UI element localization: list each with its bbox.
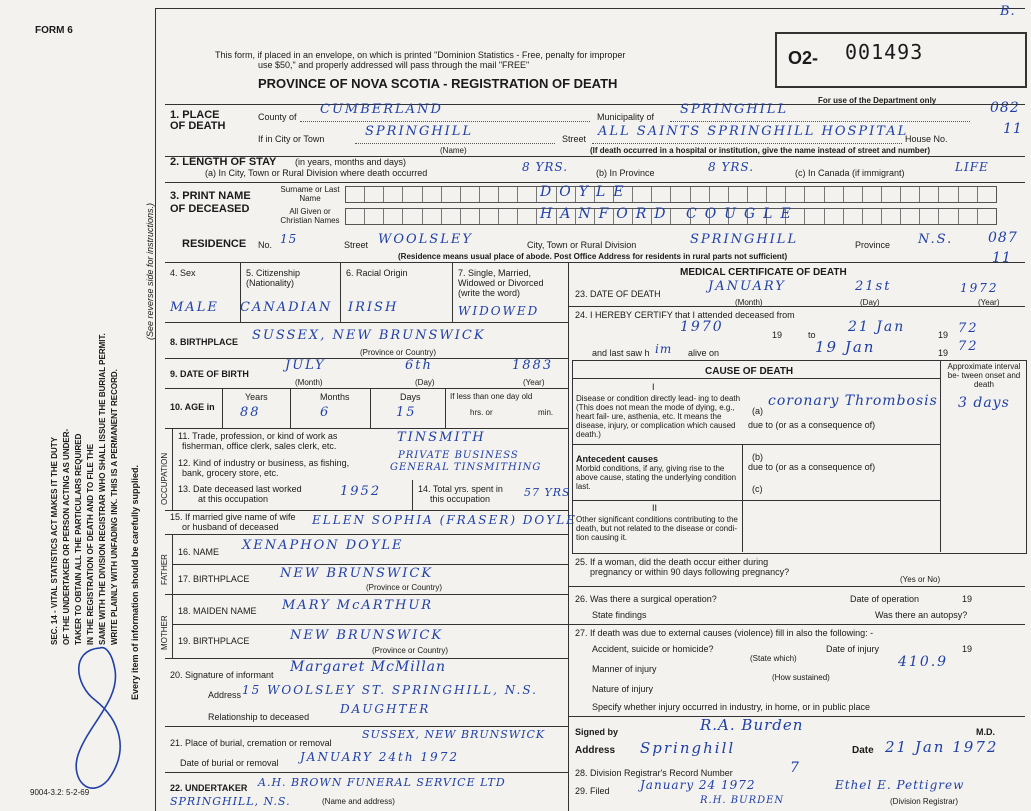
death-day: 21st <box>855 279 892 294</box>
age-days: 15 <box>396 405 417 420</box>
residence-city: SPRINGHILL <box>690 232 799 247</box>
total-years-value: 57 YRS <box>524 486 571 499</box>
sex-value: MALE <box>170 300 219 315</box>
birthplace-value: SUSSEX, NEW BRUNSWICK <box>252 328 486 343</box>
registrar-print-name: R.H. BURDEN <box>700 795 785 806</box>
stay-city-value: 8 YRS. <box>522 160 569 174</box>
undertaker-address: SPRINGHILL, N.S. <box>170 795 291 808</box>
mother-maiden-name: MARY McARTHUR <box>282 598 434 613</box>
manner-code: 410.9 <box>898 654 949 670</box>
hospital-value: ALL SAINTS SPRINGHILL HOSPITAL <box>598 124 909 139</box>
death-year: 1972 <box>960 281 999 295</box>
stay-province-value: 8 YRS. <box>708 160 755 174</box>
medical-title: MEDICAL CERTIFICATE OF DEATH <box>680 267 847 278</box>
burial-date: JANUARY 24th 1972 <box>300 750 459 764</box>
cause-a-value: coronary Thrombosis <box>768 393 938 409</box>
record-number: 7 <box>790 760 801 776</box>
dept-code-3: 087 <box>988 230 1018 246</box>
registrar-signature: Ethel E. Pettigrew <box>835 778 965 792</box>
attended-to-year: 72 <box>958 321 979 336</box>
dob-year: 1883 <box>512 358 554 373</box>
form-left-border <box>155 8 156 811</box>
place-label: 1. PLACE OF DEATH <box>170 109 226 132</box>
residence-street: WOOLSLEY <box>378 232 473 247</box>
dept-code-1: 082 <box>990 100 1020 116</box>
name-label: 3. PRINT NAME OF DECEASED <box>170 190 251 215</box>
given-name-value: HANFORD COUGLE <box>540 206 799 222</box>
last-seen-year: 72 <box>958 339 979 354</box>
reg-prefix: O2- <box>788 48 819 68</box>
residence-label: RESIDENCE <box>182 238 247 250</box>
age-years: 88 <box>240 405 261 420</box>
side-text-6: WRITE PLAINLY WITH UNFADING INK. THIS IS A PERMANENT RECORD. <box>110 369 119 645</box>
stay-label: 2. LENGTH OF STAY <box>170 156 277 168</box>
form-label: FORM 6 <box>35 25 73 36</box>
marital-value: WIDOWED <box>458 304 540 318</box>
cause-a-interval: 3 days <box>958 395 1010 411</box>
racial-value: IRISH <box>348 300 399 315</box>
side-text-5: SAME WITH THE DIVISION REGISTRAR WHO SHALL ISSUE THE BURIAL PERMIT. <box>98 333 107 645</box>
dob-day: 6th <box>405 358 433 373</box>
father-birthplace: NEW BRUNSWICK <box>280 566 434 581</box>
corner-mark: B. <box>1000 4 1016 19</box>
side-text-4: IN THE REGISTRATION OF DEATH AND TO FILE THE <box>86 443 95 645</box>
attended-to: 21 Jan <box>848 319 906 335</box>
filed-date: January 24 1972 <box>640 778 756 792</box>
informant-signature: Margaret McMillan <box>290 659 447 675</box>
municipality-value: SPRINGHILL <box>680 102 789 117</box>
spouse-value: ELLEN SOPHIA (FRASER) DOYLE <box>312 513 577 527</box>
dept-use-label: For use of the Department only <box>818 96 937 105</box>
physician-address: Springhill <box>640 739 736 757</box>
residence-province: N.S. <box>918 232 954 247</box>
large-handwritten-8 <box>60 640 140 805</box>
death-month: JANUARY <box>708 279 786 294</box>
dept-code-4: 11 <box>992 250 1012 266</box>
informant-relationship: DAUGHTER <box>340 702 431 716</box>
industry-value-2: GENERAL TINSMITHING <box>390 462 542 473</box>
side-text-1: SEC. 14 - VITAL STATISTICS ACT MAKES IT THE DUTY <box>50 436 59 645</box>
physician-signature: R.A. Burden <box>700 716 804 734</box>
dob-month: JULY <box>285 358 326 373</box>
dept-code-2: 11 <box>1003 121 1023 137</box>
last-worked-value: 1952 <box>340 484 382 499</box>
residence-no: 15 <box>280 232 298 246</box>
form-title: PROVINCE OF NOVA SCOTIA - REGISTRATION OF DEATH <box>258 76 618 91</box>
side-text-7: Every item of information should be carefully supplied. <box>130 464 140 700</box>
industry-value-1: PRIVATE BUSINESS <box>398 450 519 461</box>
county-value: CUMBERLAND <box>320 102 443 117</box>
reg-number: 001493 <box>845 40 924 64</box>
surname-value: DOYLE <box>540 184 632 200</box>
city-value: SPRINGHILL <box>365 124 474 139</box>
side-text-2: OF THE UNDERTAKER OR PERSON ACTING AS UNDER- <box>62 428 71 645</box>
undertaker-name: A.H. BROWN FUNERAL SERVICE LTD <box>258 776 506 789</box>
age-months: 6 <box>320 405 331 420</box>
side-text-8: (See reverse side for instructions.) <box>145 202 155 340</box>
postage-note-1: This form, if placed in an envelope, on which is printed "Dominion Statistics - Free, penalty for improper <box>215 50 626 60</box>
last-seen-date: 19 Jan <box>815 338 876 356</box>
form-top-border <box>155 8 1025 9</box>
informant-address: 15 WOOLSLEY ST. SPRINGHILL, N.S. <box>242 683 538 697</box>
side-text-3: TAKER TO OBTAIN ALL THE PARTICULARS REQUIRED <box>74 433 83 645</box>
attended-from: 1970 <box>680 319 724 335</box>
postage-note-2: use $50," and properly addressed will pass through the mail "FREE" <box>258 60 530 70</box>
mother-birthplace: NEW BRUNSWICK <box>290 628 444 643</box>
trade-value: TINSMITH <box>397 430 486 445</box>
citizenship-value: CANADIAN <box>240 300 333 315</box>
stay-canada-value: LIFE <box>955 160 989 174</box>
footer-code: 9004-3.2: 5-2-69 <box>30 788 90 797</box>
father-name: XENAPHON DOYLE <box>242 538 404 553</box>
cod-title: CAUSE OF DEATH <box>705 366 794 377</box>
surname-grid <box>345 186 997 203</box>
burial-place: SUSSEX, NEW BRUNSWICK <box>362 728 546 741</box>
physician-date: 21 Jan 1972 <box>885 738 999 756</box>
